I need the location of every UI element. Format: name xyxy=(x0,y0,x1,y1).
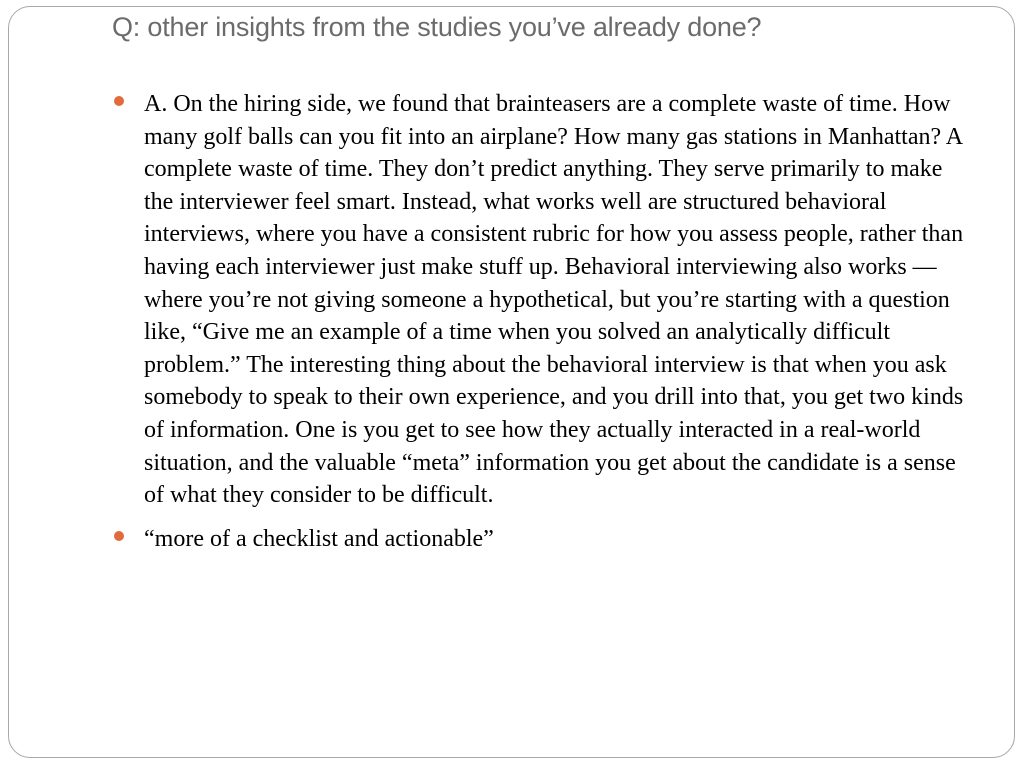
bullet-dot-icon xyxy=(114,531,124,541)
bullet-item xyxy=(114,523,974,556)
bullet-text: A. On the hiring side, we found that brainteasers are a complete waste of time. How many golf balls can you fit into an airplane? How many gas stations in Manhattan? A complete waste of time. They don’t predict anything. They serve primarily to make the interviewer feel smart. Instead, what works well are structured behavioral interviews, where you have a consistent rubric for how you assess people, rather than having each interviewer just make stuff up. Behavioral interviewing also works — where you’re not giving someone a hypothetical, but you’re starting with a question like, “Give me an example of a time when you solved an analytically difficult problem.” The interesting thing about the behavioral interview is that when you ask somebody to speak to their own experience, and you drill into that, you get two kinds of information. One is you get to see how they actually interacted in a real-world situation, and the valuable “meta” information you get about the candidate is a sense of what they consider to be difficult. xyxy=(144,91,964,509)
bullet-item xyxy=(114,88,974,512)
bullet-dot-icon xyxy=(114,96,124,106)
bullet-list xyxy=(114,88,974,566)
bullet-text: “more of a checklist and actionable” xyxy=(144,525,494,552)
slide-title: Q: other insights from the studies you’ve already done? xyxy=(112,12,762,42)
